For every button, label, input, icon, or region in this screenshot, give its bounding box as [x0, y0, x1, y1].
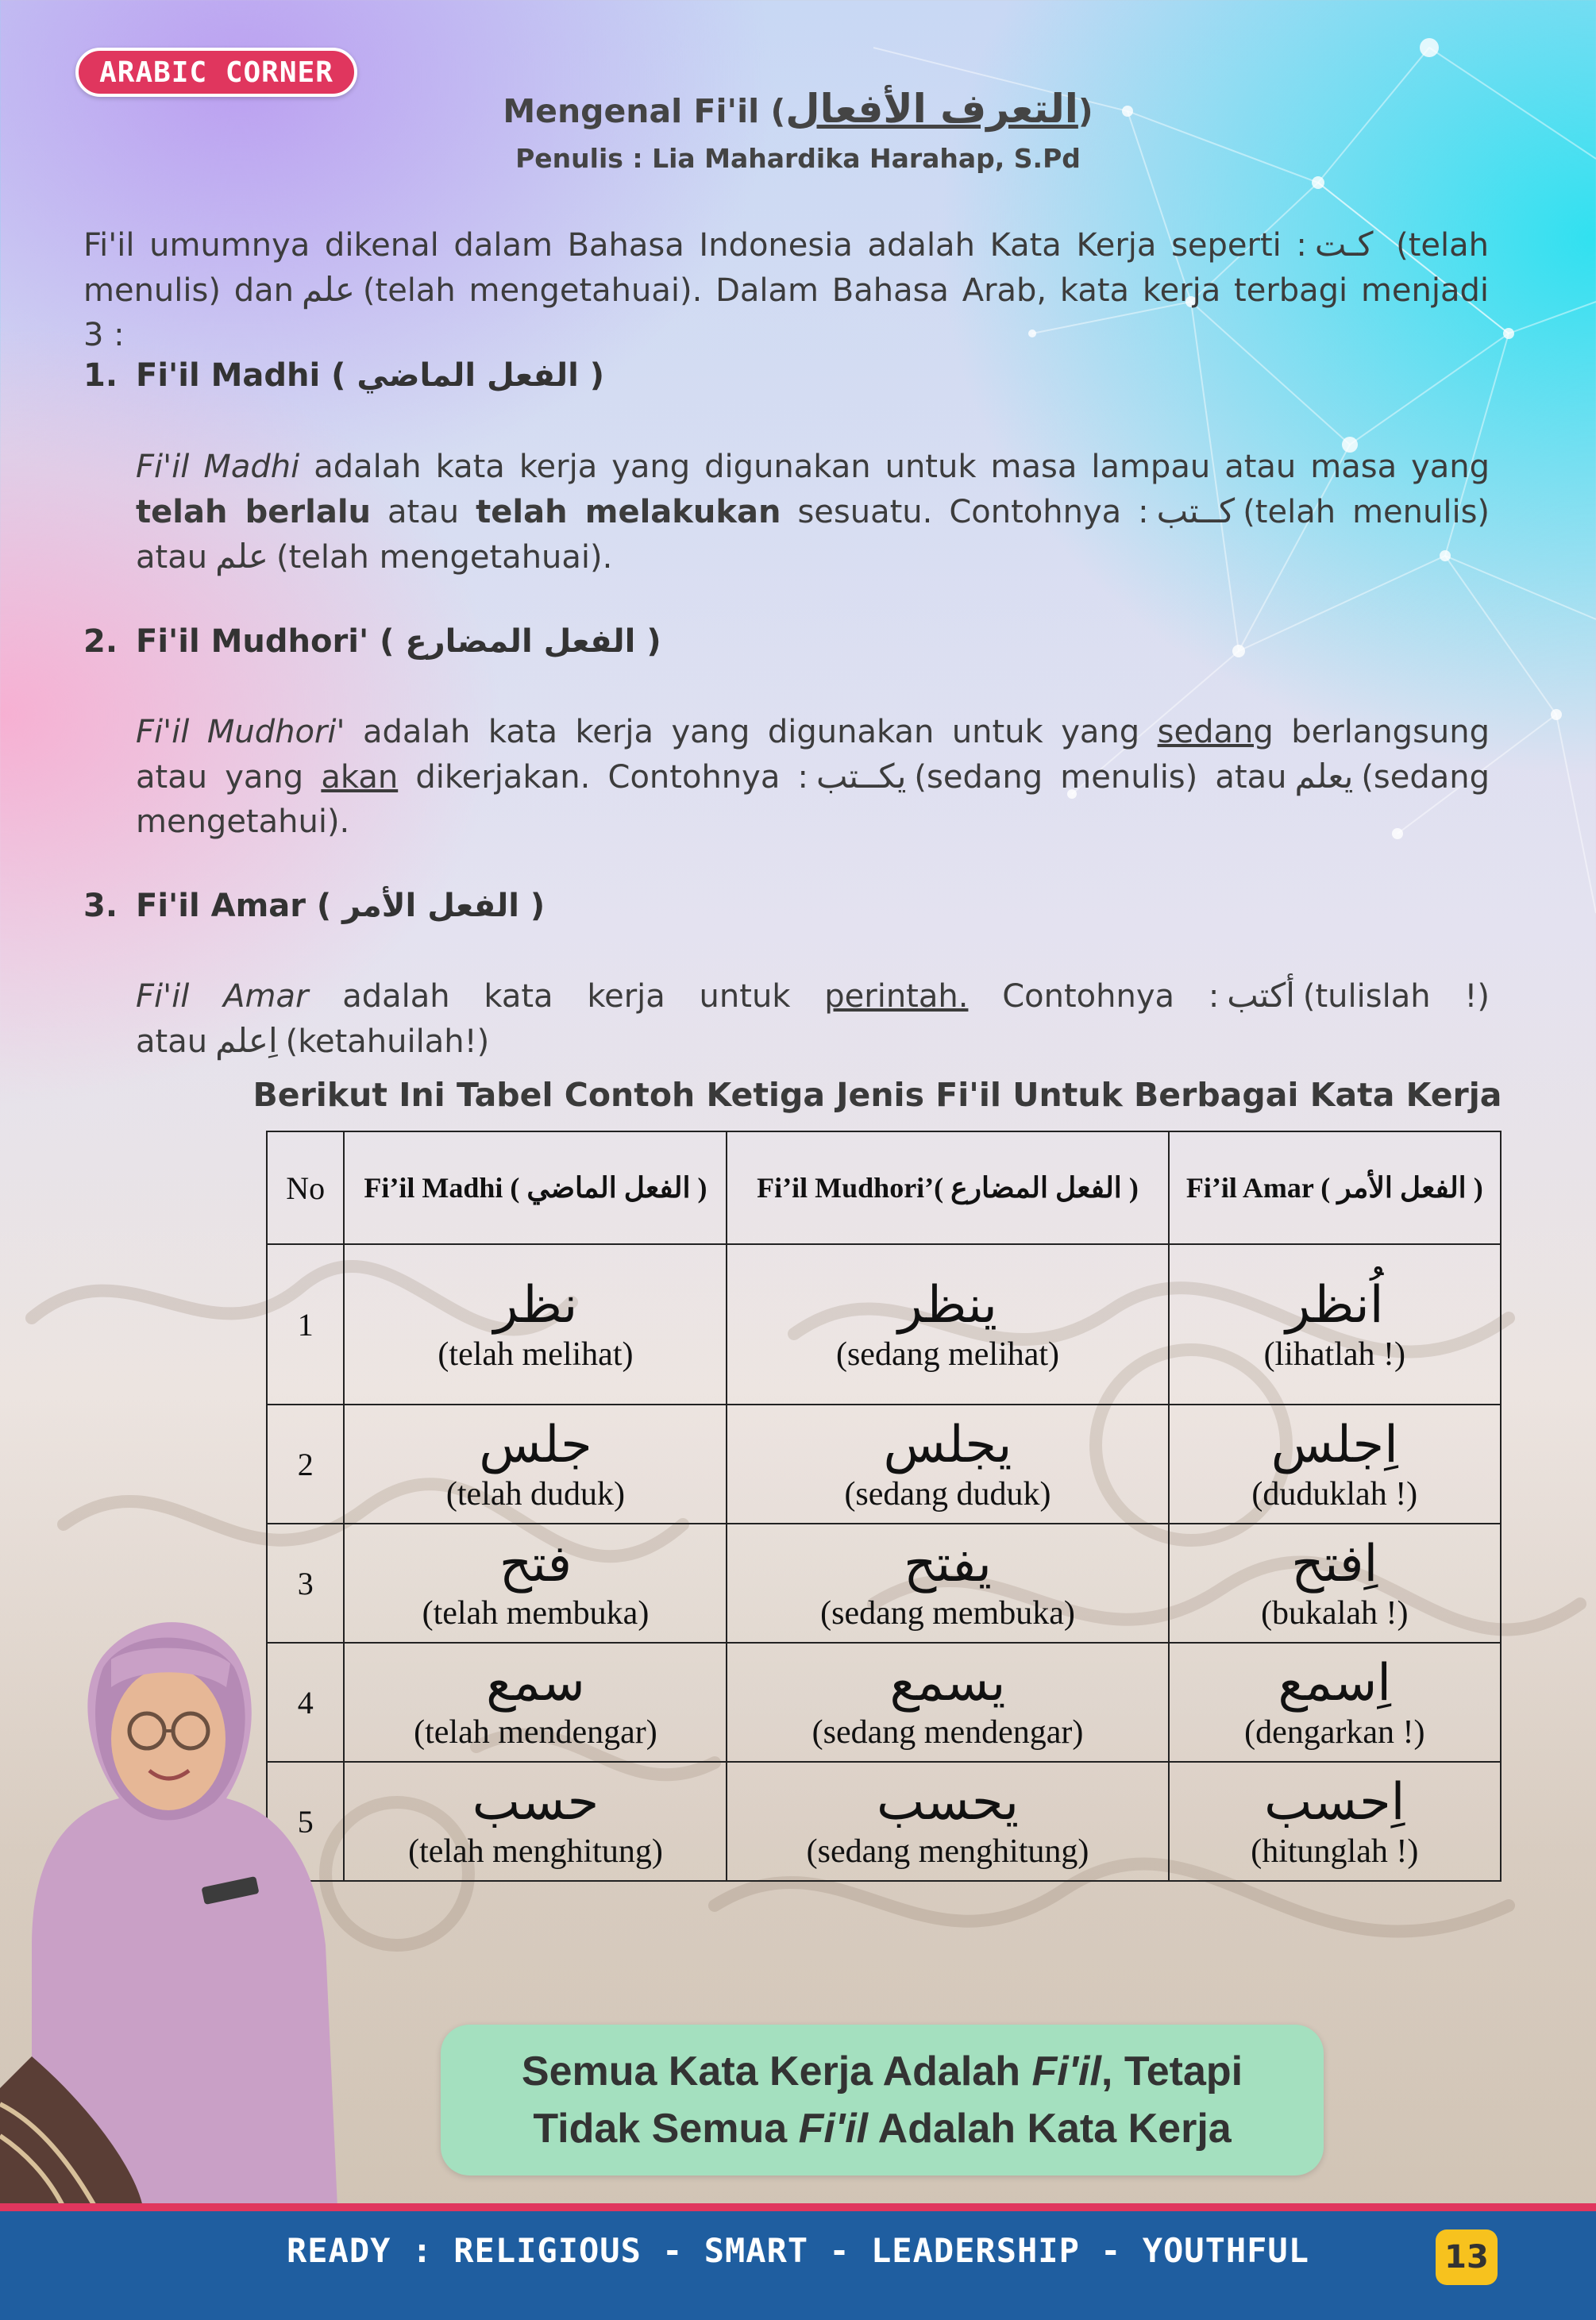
amar-cell: اُنظر (lihatlah !) [1169, 1244, 1501, 1405]
madhi-cell: سمع (telah mendengar) [344, 1643, 727, 1762]
column-header-mudhori: Fi’il Mudhori’( الفعل المضارع ) [727, 1131, 1168, 1244]
author-line: Penulis : Lia Mahardika Harahap, S.Pd [515, 143, 1081, 174]
table-row [267, 1524, 1501, 1643]
footer-stripe [0, 2203, 1596, 2211]
title-arabic: التعرف الأفعال [785, 86, 1078, 132]
column-header-madhi: Fi’il Madhi ( الفعل الماضي ) [344, 1131, 727, 1244]
mudhori-cell: يفتح (sedang membuka) [727, 1524, 1168, 1643]
amar-cell: اِفتح (bukalah !) [1169, 1524, 1501, 1643]
row-number: 1 [267, 1244, 344, 1405]
section-paragraph-amar: Fi'il Amar adalah kata kerja untuk perintah. Contohnya : أكتب (tulislah !) atau اِعلم (ketahuilah!) [136, 976, 1490, 1060]
verb-table [266, 1131, 1502, 1882]
table-row [267, 1762, 1501, 1881]
section-paragraph-mudhori: Fi'il Mudhori' adalah kata kerja yang digunakan untuk yang sedang berlangsung atau yang akan dikerjakan. Contohnya : يكــتب (sedang menulis) atau يعلم (sedang mengetahui). [136, 714, 1490, 840]
table-header-row [267, 1131, 1501, 1244]
row-number: 2 [267, 1405, 344, 1524]
footer-slogan: READY : RELIGIOUS - SMART - LEADERSHIP - YOUTHFUL [286, 2231, 1310, 2270]
amar-cell: اِحسب (hitunglah !) [1169, 1762, 1501, 1881]
row-number: 3 [267, 1524, 344, 1643]
mudhori-cell: ينظر (sedang melihat) [727, 1244, 1168, 1405]
article-title: Mengenal Fi'il (التعرف الأفعال) [503, 86, 1093, 132]
author-photo [0, 1612, 341, 2207]
mudhori-cell: يجلس (sedang duduk) [727, 1405, 1168, 1524]
column-header-amar: Fi’il Amar ( الفعل الأمر ) [1169, 1131, 1501, 1244]
section-heading-amar: 3. Fi'il Amar ( الفعل الأمر ) [83, 888, 545, 924]
section-paragraph-madhi: Fi'il Madhi adalah kata kerja yang digunakan untuk masa lampau atau masa yang telah berlalu atau telah melakukan sesuatu. Contohnya : كــتب (telah menulis) atau علم (telah mengetahuai). [136, 449, 1490, 576]
amar-cell: اِسمع (dengarkan !) [1169, 1643, 1501, 1762]
section-tag: ARABIC CORNER [75, 48, 357, 97]
page-number: 13 [1436, 2229, 1498, 2285]
madhi-cell: نظر (telah melihat) [344, 1244, 727, 1405]
section-heading-mudhori: 2. Fi'il Mudhori' ( الفعل المضارع ) [83, 623, 661, 660]
mudhori-cell: يسمع (sedang mendengar) [727, 1643, 1168, 1762]
table-row [267, 1244, 1501, 1405]
row-number: 4 [267, 1643, 344, 1762]
table-row [267, 1405, 1501, 1524]
mudhori-cell: يحسب (sedang menghitung) [727, 1762, 1168, 1881]
column-header-no: No [267, 1131, 344, 1244]
madhi-cell: جلس (telah duduk) [344, 1405, 727, 1524]
callout-box [441, 2025, 1324, 2175]
section-heading-madhi: 1. Fi'il Madhi ( الفعل الماضي ) [83, 357, 605, 394]
table-row [267, 1643, 1501, 1762]
table-caption: Berikut Ini Tabel Contoh Ketiga Jenis Fi'il Untuk Berbagai Kata Kerja [253, 1076, 1502, 1114]
madhi-cell: فتح (telah membuka) [344, 1524, 727, 1643]
madhi-cell: حسب (telah menghitung) [344, 1762, 727, 1881]
row-number: 5 [267, 1762, 344, 1881]
callout-line-1: Semua Kata Kerja Adalah Fi'il, Tetapi [521, 2048, 1243, 2095]
intro-paragraph: Fi'il umumnya dikenal dalam Bahasa Indonesia adalah Kata Kerja seperti : كـت (telah menulis) dan علم (telah mengetahuai). Dalam Bahasa Arab, kata kerja terbagi menjadi 3 : [83, 225, 1489, 353]
amar-cell: اِجلس (duduklah !) [1169, 1405, 1501, 1524]
callout-line-2: Tidak Semua Fi'il Adalah Kata Kerja [533, 2106, 1232, 2152]
